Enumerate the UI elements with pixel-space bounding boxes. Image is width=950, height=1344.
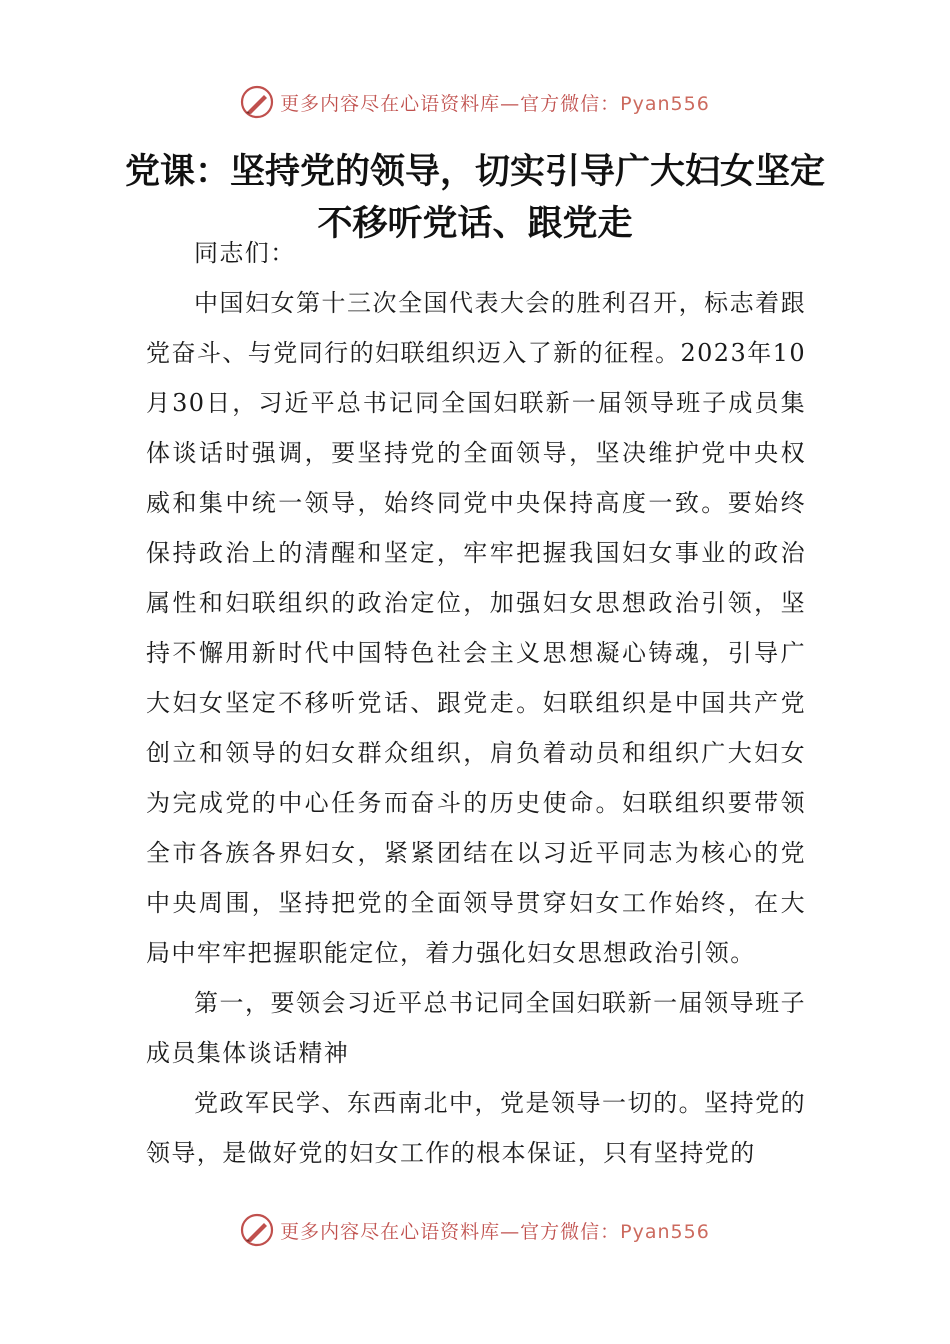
pen-logo-icon xyxy=(240,1213,274,1247)
greeting: 同志们： xyxy=(194,239,296,267)
wechat-id: Pyan556 xyxy=(620,92,710,115)
document-title: 党课：坚持党的领导，切实引导广大妇女坚定不移听党话、跟党走 xyxy=(124,152,825,244)
document-body xyxy=(146,228,806,1178)
paragraph: 中国妇女第十三次全国代表大会的胜利召开，标志着跟党奋斗、与党同行的妇联组织迈入了新的征程。2023年10月30日，习近平总书记同全国妇联新一届领导班子成员集体谈话时强调，要坚持党的全面领导，坚决维护党中央权威和集中统一领导，始终同党中央保持高度一致。要始终保持政治上的清醒和坚定，牢牢把握我国妇女事业的政治属性和妇联组织的政治定位，加强妇女思想政治引领，坚持不懈用新时代中国特色社会主义思想凝心铸魂，引导广大妇女坚定不移听党话、跟党走。妇联组织是中国共产党创立和领导的妇女群众组织，肩负着动员和组织广大妇女为完成党的中心任务而奋斗的历史使命。妇联组织要带领全市各族各界妇女，紧紧团结在以习近平同志为核心的党中央周围，坚持把党的全面领导贯穿妇女工作始终，在大局中牢牢把握职能定位，着力强化妇女思想政治引领。 xyxy=(146,289,806,967)
wechat-id: Pyan556 xyxy=(620,1220,710,1243)
pen-logo-icon xyxy=(240,85,274,119)
paragraph: 第一，要领会习近平总书记同全国妇联新一届领导班子成员集体谈话精神 xyxy=(146,989,806,1067)
watermark-text: 更多内容尽在心语资料库—官方微信： xyxy=(280,1220,621,1243)
watermark-text: 更多内容尽在心语资料库—官方微信： xyxy=(280,92,621,115)
paragraph: 党政军民学、东西南北中，党是领导一切的。坚持党的领导，是做好党的妇女工作的根本保证，只有坚持党的 xyxy=(146,1089,806,1167)
watermark-banner-top xyxy=(0,82,950,122)
watermark-banner-bottom xyxy=(0,1210,950,1250)
